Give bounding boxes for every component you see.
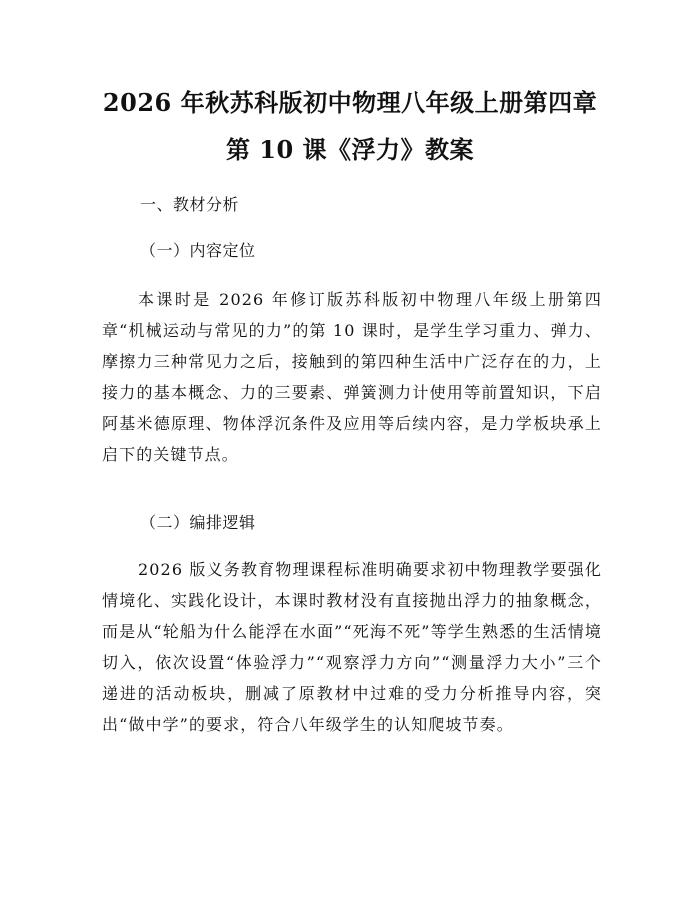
subsection-heading-arrangement-logic: （二）编排逻辑 xyxy=(140,513,256,532)
paragraph-content-positioning: 本课时是 2026 年修订版苏科版初中物理八年级上册第四章“机械运动与常见的力”的第 10 课时，是学生学习重力、弹力、摩擦力三种常见力之后，接触到的第四种生活中广泛存在的力，上接力的基本概念、力的三要素、弹簧测力计使用等前置知识，下启阿基米德原理、物体浮沉条件及应用等后续内容，是力学板块承上启下的关键节点。 xyxy=(102,290,602,464)
document-title-line-2: 第 10 课《浮力》教案 xyxy=(225,135,475,164)
section-heading-textbook-analysis: 一、教材分析 xyxy=(140,195,240,214)
subsection-heading-content-positioning: （一）内容定位 xyxy=(140,241,256,260)
paragraph-arrangement-logic: 2026 版义务教育物理课程标准明确要求初中物理教学要强化情境化、实践化设计，本课时教材没有直接抛出浮力的抽象概念，而是从“轮船为什么能浮在水面”“死海不死”等学生熟悉的生活情境切入，依次设置“体验浮力”“观察浮力方向”“测量浮力大小”三个递进的活动板块，删减了原教材中过难的受力分析推导内容，突出“做中学”的要求，符合八年级学生的认知爬坡节奏。 xyxy=(102,560,602,734)
document-title-line-1: 2026 年秋苏科版初中物理八年级上册第四章 xyxy=(102,88,598,117)
